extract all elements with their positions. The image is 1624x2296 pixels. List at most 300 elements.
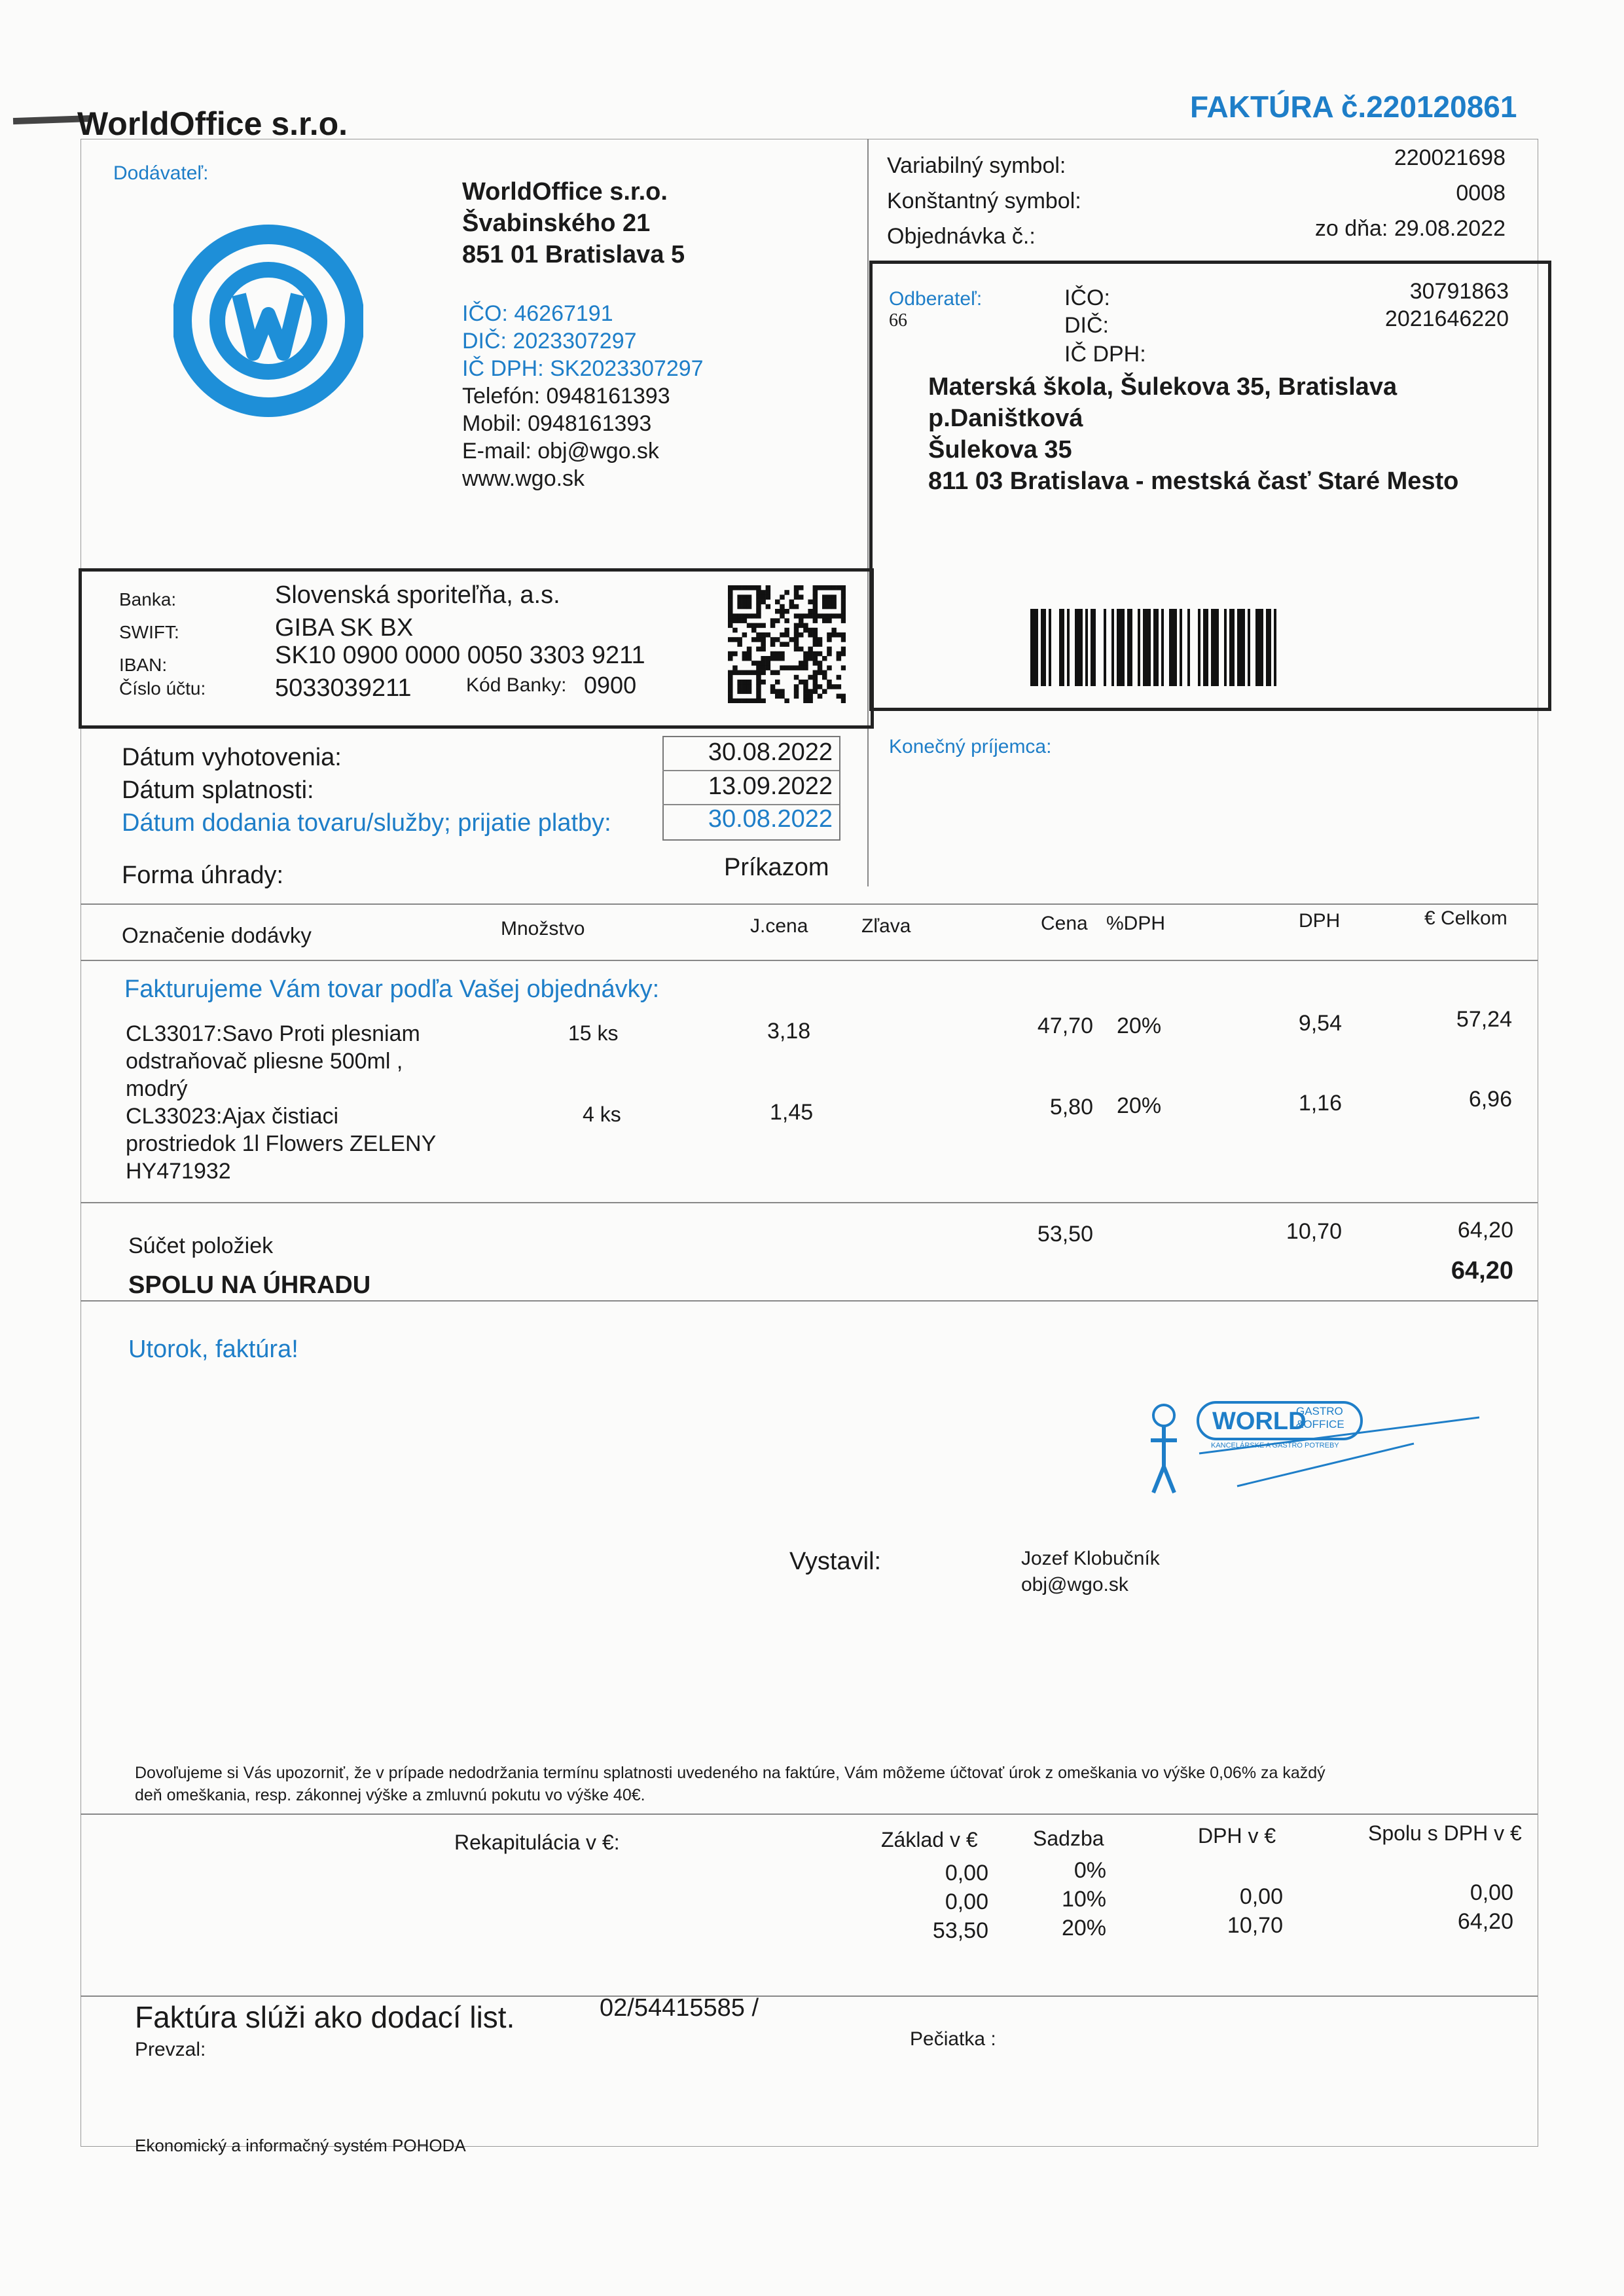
table-header-rule	[81, 960, 1538, 961]
qr-module	[794, 647, 799, 652]
qr-module	[747, 585, 752, 591]
supplier-phone: Telefón: 0948161393	[462, 384, 670, 409]
qr-module	[751, 661, 757, 666]
qr-module	[742, 680, 748, 685]
barcode-bar	[1075, 609, 1083, 686]
qr-module	[766, 590, 771, 595]
qr-module	[737, 642, 742, 647]
qr-module	[780, 689, 785, 694]
customer-line4: 811 03 Bratislava - mestská časť Staré Mesto	[928, 467, 1459, 495]
worldoffice-logo	[173, 223, 363, 419]
qr-module	[761, 594, 766, 600]
qr-module	[822, 670, 827, 676]
barcode-bar	[1153, 609, 1159, 686]
qr-module	[737, 680, 742, 685]
row2-vat-rate: 20%	[1117, 1093, 1162, 1118]
row1-unit: 3,18	[767, 1019, 811, 1044]
qr-module	[827, 680, 832, 685]
qr-module	[728, 623, 733, 629]
qr-module	[813, 628, 818, 633]
header-company: WorldOffice s.r.o.	[77, 105, 348, 142]
qr-module	[799, 661, 804, 666]
qr-module	[837, 613, 842, 619]
qr-module	[780, 665, 785, 670]
qr-module	[766, 594, 771, 600]
qr-module	[813, 594, 818, 600]
recap-col-total: Spolu s DPH v €	[1368, 1821, 1522, 1845]
row2-qty: 4 ks	[583, 1102, 621, 1126]
company-stamp	[1139, 1388, 1479, 1506]
qr-module	[742, 689, 748, 694]
qr-module	[794, 604, 799, 610]
qr-module	[747, 604, 752, 610]
qr-module	[827, 651, 832, 657]
row2-unit: 1,45	[770, 1100, 814, 1125]
qr-module	[794, 628, 799, 633]
qr-module	[737, 637, 742, 642]
qr-module	[818, 665, 823, 670]
bank-label: Banka:	[119, 589, 177, 610]
row2-desc2: prostriedok 1l Flowers ZELENY	[126, 1131, 437, 1156]
table-top-rule	[81, 903, 1538, 905]
qr-module	[818, 637, 823, 642]
barcode-bar	[1266, 609, 1271, 686]
bank-value: Slovenská sporiteľňa, a.s.	[275, 581, 560, 609]
qr-module	[803, 680, 808, 685]
qr-module	[766, 585, 771, 591]
barcode-bar	[1237, 609, 1245, 686]
qr-module	[775, 609, 780, 614]
sum-price: 53,50	[1037, 1222, 1093, 1247]
footer-top-rule	[81, 1995, 1538, 1997]
qr-module	[822, 585, 827, 591]
qr-module	[813, 618, 818, 623]
recap-r3-total: 64,20	[1457, 1909, 1513, 1934]
qr-module	[728, 585, 733, 591]
qr-module	[841, 604, 846, 610]
qr-module	[770, 689, 776, 694]
qr-module	[831, 594, 837, 600]
qr-module	[808, 689, 813, 694]
qr-module	[775, 618, 780, 623]
ks-value: 0008	[1456, 181, 1506, 206]
qr-module	[747, 656, 752, 661]
qr-module	[732, 613, 738, 619]
col-unit-price: J.cena	[750, 915, 808, 937]
qr-module	[831, 604, 837, 610]
barcode-bar	[1211, 609, 1219, 686]
barcode-bar	[1030, 609, 1038, 686]
barcode	[1030, 609, 1403, 687]
qr-module	[841, 609, 846, 614]
customer-code: 66	[889, 310, 907, 331]
stamp-sub2: &OFFICE	[1296, 1418, 1344, 1430]
barcode-bar	[1198, 609, 1200, 686]
qr-module	[728, 689, 733, 694]
qr-module	[808, 628, 813, 633]
qr-module	[756, 594, 761, 600]
qr-module	[728, 604, 733, 610]
delivery-date-label: Dátum dodania tovaru/služby; prijatie platby:	[122, 809, 611, 837]
qr-module	[780, 613, 785, 619]
customer-line1: Materská škola, Šulekova 35, Bratislava	[928, 373, 1398, 401]
col-discount: Zľava	[861, 915, 911, 937]
footer-phone: 02/54415585 /	[600, 1994, 759, 2022]
qr-module	[837, 651, 842, 657]
qr-module	[761, 665, 766, 670]
qr-module	[808, 609, 813, 614]
qr-module	[822, 600, 827, 605]
qr-module	[780, 642, 785, 647]
qr-module	[831, 632, 837, 638]
qr-module	[747, 689, 752, 694]
supplier-icdph: IČ DPH: SK2023307297	[462, 356, 704, 381]
qr-module	[813, 680, 818, 685]
qr-module	[761, 600, 766, 605]
customer-icdph-label: IČ DPH:	[1064, 342, 1146, 367]
qr-module	[818, 613, 823, 619]
qr-module	[784, 699, 789, 703]
qr-module	[822, 618, 827, 623]
qr-module	[747, 613, 752, 619]
qr-code	[728, 585, 846, 703]
qr-module	[780, 609, 785, 614]
qr-module	[841, 618, 846, 623]
qr-module	[742, 656, 748, 661]
qr-module	[728, 594, 733, 600]
qr-module	[803, 623, 808, 629]
qr-module	[737, 684, 742, 689]
customer-ico-label: IČO:	[1064, 285, 1110, 310]
qr-module	[808, 613, 813, 619]
order-label: Objednávka č.:	[887, 224, 1036, 249]
barcode-bar	[1138, 609, 1140, 686]
barcode-bar	[1091, 609, 1096, 686]
totals-top-rule	[81, 1202, 1538, 1203]
qr-module	[770, 618, 776, 623]
qr-module	[837, 656, 842, 661]
qr-module	[831, 684, 837, 689]
table-intro: Fakturujeme Vám tovar podľa Vašej objednávky:	[124, 975, 660, 1003]
row1-vat: 9,54	[1298, 1011, 1342, 1036]
bank-code-value: 0900	[584, 672, 637, 699]
qr-module	[827, 594, 832, 600]
col-qty: Množstvo	[501, 918, 585, 939]
qr-module	[831, 585, 837, 591]
qr-module	[728, 590, 733, 595]
qr-module	[751, 637, 757, 642]
qr-module	[827, 613, 832, 619]
qr-module	[818, 585, 823, 591]
qr-module	[794, 585, 799, 591]
qr-module	[784, 590, 789, 595]
qr-module	[799, 585, 804, 591]
customer-ico-value: 30791863	[1409, 279, 1509, 304]
col-vat-rate: %DPH	[1106, 913, 1166, 934]
barcode-bar	[1143, 609, 1151, 686]
qr-module	[827, 585, 832, 591]
row1-qty: 15 ks	[568, 1021, 619, 1045]
qr-module	[831, 600, 837, 605]
qr-module	[751, 585, 757, 591]
qr-module	[784, 628, 789, 633]
qr-module	[747, 684, 752, 689]
qr-module	[803, 656, 808, 661]
qr-module	[799, 665, 804, 670]
qr-module	[775, 656, 780, 661]
bank-code-label: Kód Banky:	[466, 674, 567, 696]
qr-module	[728, 618, 733, 623]
system-label: Ekonomický a informačný systém POHODA	[135, 2136, 466, 2155]
barcode-bar	[1049, 609, 1051, 686]
qr-module	[808, 600, 813, 605]
qr-module	[841, 647, 846, 652]
qr-module	[756, 661, 761, 666]
supplier-city: 851 01 Bratislava 5	[462, 241, 685, 268]
qr-module	[766, 632, 771, 638]
qr-module	[766, 656, 771, 661]
qr-module	[799, 613, 804, 619]
barcode-bar	[1229, 609, 1235, 686]
qr-module	[737, 699, 742, 703]
qr-module	[756, 600, 761, 605]
order-date: zo dňa: 29.08.2022	[1314, 216, 1506, 241]
qr-module	[794, 689, 799, 694]
supplier-label: Dodávateľ:	[113, 162, 209, 184]
qr-module	[813, 684, 818, 689]
qr-module	[770, 670, 776, 676]
final-recipient-label: Konečný príjemca:	[889, 736, 1052, 757]
vs-label: Variabilný symbol:	[887, 153, 1066, 178]
qr-module	[737, 594, 742, 600]
qr-module	[794, 637, 799, 642]
qr-module	[822, 656, 827, 661]
qr-module	[803, 699, 808, 703]
qr-module	[761, 590, 766, 595]
qr-module	[794, 594, 799, 600]
barcode-bar	[1067, 609, 1070, 686]
qr-module	[766, 661, 771, 666]
qr-module	[813, 656, 818, 661]
qr-module	[799, 647, 804, 652]
qr-module	[742, 684, 748, 689]
qr-module	[732, 585, 738, 591]
qr-module	[813, 613, 818, 619]
barcode-bar	[1169, 609, 1177, 686]
qr-module	[813, 670, 818, 676]
qr-module	[732, 628, 738, 633]
supplier-name: WorldOffice s.r.o.	[462, 178, 668, 206]
iban-label: IBAN:	[119, 655, 168, 675]
qr-module	[799, 680, 804, 685]
column-divider	[867, 139, 869, 886]
barcode-bar	[1248, 609, 1250, 686]
qr-module	[756, 694, 761, 699]
qr-module	[728, 637, 733, 642]
pay-label: SPOLU NA ÚHRADU	[128, 1271, 371, 1299]
barcode-bar	[1085, 609, 1088, 686]
qr-module	[756, 609, 761, 614]
qr-module	[794, 675, 799, 680]
barcode-bar	[1180, 609, 1182, 686]
qr-module	[728, 670, 733, 676]
qr-module	[822, 594, 827, 600]
row2-vat: 1,16	[1298, 1091, 1342, 1116]
qr-module	[813, 609, 818, 614]
qr-module	[728, 694, 733, 699]
recap-r2-total: 0,00	[1470, 1880, 1513, 1905]
recap-r3-base: 53,50	[932, 1918, 988, 1943]
barcode-bar	[1274, 609, 1276, 686]
qr-module	[756, 689, 761, 694]
qr-module	[803, 684, 808, 689]
recap-r3-rate: 20%	[1061, 1916, 1106, 1941]
qr-module	[813, 637, 818, 642]
qr-module	[799, 623, 804, 629]
qr-module	[841, 632, 846, 638]
qr-module	[737, 618, 742, 623]
customer-line3: Šulekova 35	[928, 436, 1072, 464]
barcode-bar	[1187, 609, 1190, 686]
barcode-bar	[1161, 609, 1164, 686]
sum-label: Súčet položiek	[128, 1233, 274, 1258]
qr-module	[742, 618, 748, 623]
issuer-label: Vystavil:	[789, 1548, 882, 1575]
qr-module	[827, 684, 832, 689]
iban-value: SK10 0900 0000 0050 3303 9211	[275, 642, 645, 669]
qr-module	[818, 642, 823, 647]
qr-module	[841, 637, 846, 642]
qr-module	[808, 694, 813, 699]
qr-module	[737, 600, 742, 605]
qr-module	[841, 594, 846, 600]
row2-desc3: HY471932	[126, 1159, 231, 1184]
qr-module	[813, 585, 818, 591]
qr-module	[813, 590, 818, 595]
qr-module	[756, 699, 761, 703]
qr-module	[761, 670, 766, 676]
row2-price: 5,80	[1049, 1095, 1093, 1120]
qr-module	[784, 609, 789, 614]
qr-module	[728, 651, 733, 657]
qr-module	[756, 604, 761, 610]
issuer-email: obj@wgo.sk	[1021, 1574, 1128, 1595]
recap-top-rule	[81, 1813, 1538, 1815]
note-text: Utorok, faktúra!	[128, 1336, 298, 1363]
swift-label: SWIFT:	[119, 622, 179, 642]
qr-module	[728, 684, 733, 689]
qr-module	[761, 656, 766, 661]
qr-module	[761, 699, 766, 703]
supplier-web: www.wgo.sk	[462, 466, 585, 491]
barcode-bar	[1224, 609, 1227, 686]
qr-module	[747, 623, 752, 629]
qr-module	[770, 637, 776, 642]
qr-module	[799, 618, 804, 623]
qr-module	[756, 647, 761, 652]
qr-module	[756, 613, 761, 619]
qr-module	[827, 637, 832, 642]
qr-module	[737, 604, 742, 610]
qr-module	[775, 651, 780, 657]
swift-value: GIBA SK BX	[275, 614, 414, 642]
qr-module	[827, 632, 832, 638]
qr-module	[747, 699, 752, 703]
qr-module	[756, 632, 761, 638]
qr-module	[756, 623, 761, 629]
barcode-bar	[1104, 609, 1106, 686]
col-total: € Celkom	[1424, 907, 1507, 929]
qr-module	[775, 637, 780, 642]
issuer-name: Jozef Klobučník	[1021, 1548, 1160, 1569]
qr-module	[747, 600, 752, 605]
qr-module	[775, 689, 780, 694]
qr-module	[837, 684, 842, 689]
qr-module	[732, 699, 738, 703]
qr-module	[841, 694, 846, 699]
dates-box-row-line	[662, 770, 839, 771]
row1-desc2: odstraňovač pliesne 500ml ,	[126, 1049, 403, 1074]
qr-module	[789, 665, 795, 670]
qr-module	[799, 632, 804, 638]
qr-module	[808, 656, 813, 661]
qr-module	[813, 651, 818, 657]
qr-module	[827, 604, 832, 610]
qr-module	[756, 675, 761, 680]
qr-module	[751, 670, 757, 676]
qr-module	[770, 651, 776, 657]
qr-module	[822, 613, 827, 619]
qr-module	[808, 651, 813, 657]
payment-label: Forma úhrady:	[122, 862, 284, 889]
qr-module	[742, 585, 748, 591]
qr-module	[732, 651, 738, 657]
row1-vat-rate: 20%	[1117, 1013, 1162, 1038]
qr-module	[756, 585, 761, 591]
qr-module	[784, 665, 789, 670]
qr-module	[728, 656, 733, 661]
supplier-email: E-mail: obj@wgo.sk	[462, 439, 659, 464]
qr-module	[841, 651, 846, 657]
qr-module	[822, 675, 827, 680]
qr-module	[732, 618, 738, 623]
qr-module	[756, 637, 761, 642]
col-price: Cena	[1041, 913, 1088, 934]
qr-module	[837, 632, 842, 638]
qr-module	[803, 661, 808, 666]
row2-total: 6,96	[1468, 1087, 1512, 1112]
qr-module	[742, 604, 748, 610]
qr-module	[751, 699, 757, 703]
qr-module	[794, 665, 799, 670]
qr-module	[761, 680, 766, 685]
qr-module	[742, 613, 748, 619]
qr-module	[780, 594, 785, 600]
qr-module	[780, 656, 785, 661]
warning-line1: Dovoľujeme si Vás upozorniť, že v prípade nedodržania termínu splatnosti uvedeného na faktúre, Vám môžeme účtovať úrok z omeškania vo výške 0,06% za každý	[135, 1764, 1326, 1782]
qr-module	[794, 590, 799, 595]
qr-module	[732, 637, 738, 642]
customer-label: Odberateľ:	[889, 288, 983, 310]
invoice-title: FAKTÚRA č.220120861	[1190, 90, 1517, 124]
issue-date-label: Dátum vyhotovenia:	[122, 744, 342, 771]
stamp-label: Pečiatka :	[910, 2028, 996, 2050]
qr-module	[841, 699, 846, 703]
row1-desc1: CL33017:Savo Proti plesniam	[126, 1021, 420, 1046]
qr-module	[841, 585, 846, 591]
qr-module	[766, 665, 771, 670]
vs-value: 220021698	[1394, 145, 1506, 170]
